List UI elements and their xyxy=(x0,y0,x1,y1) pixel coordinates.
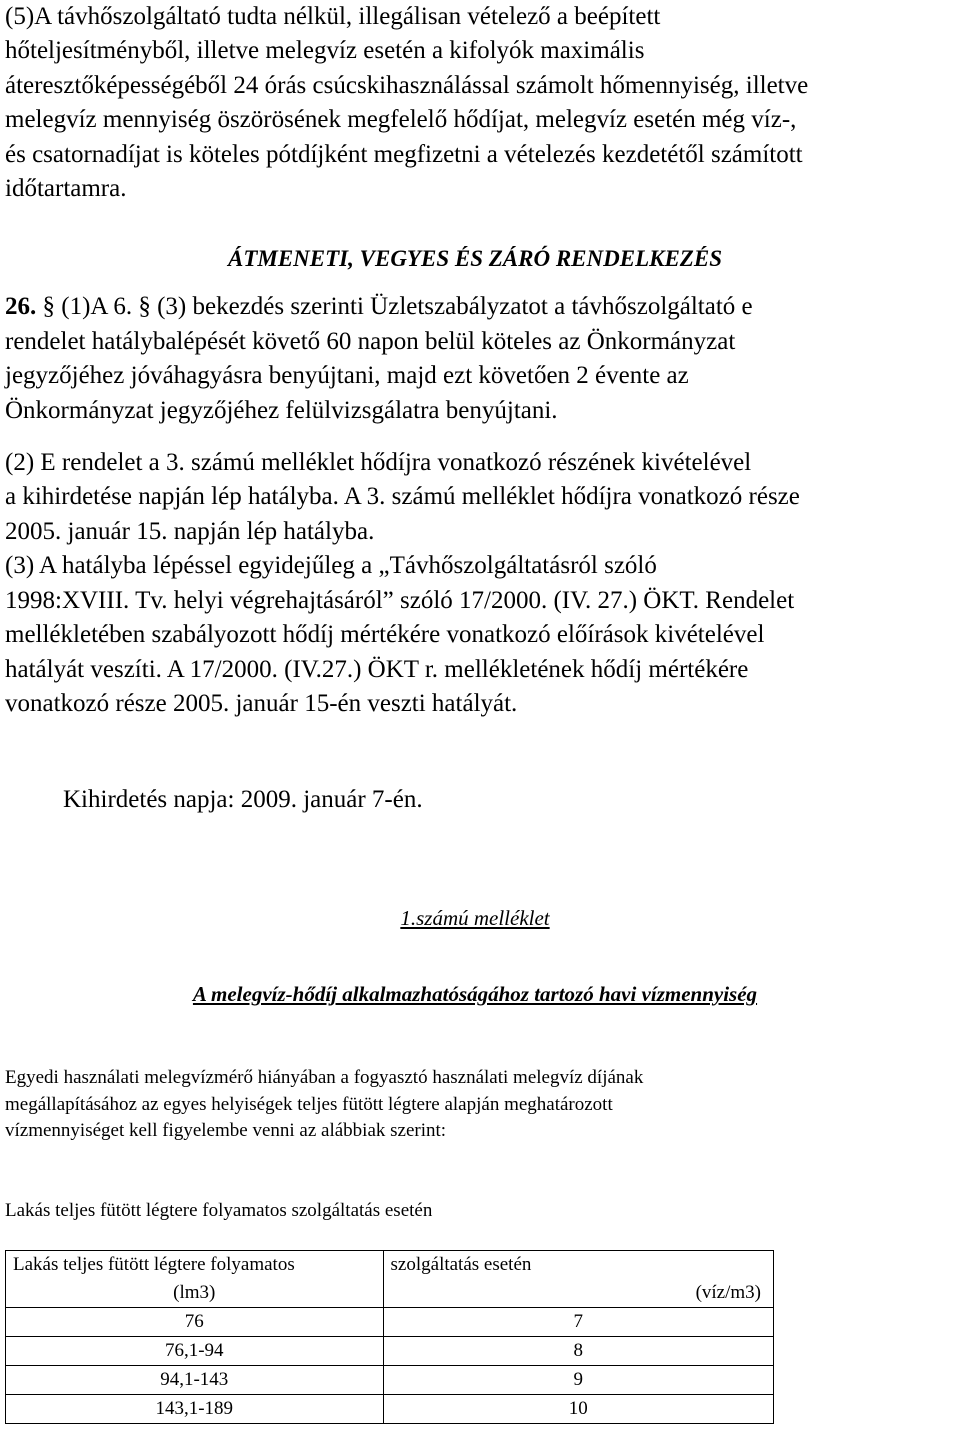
table-cell: 10 xyxy=(383,1394,773,1423)
table-header-cell: szolgáltatás esetén xyxy=(383,1250,773,1279)
text-line: időtartamra. xyxy=(5,175,127,203)
table-header-row xyxy=(6,1279,774,1308)
section-26-first-line: § (1)A 6. § (3) bekezdés szerinti Üzletszabályzatot a távhőszolgáltató e xyxy=(36,293,753,321)
text-line: (2) E rendelet a 3. számú melléklet hődíjra vonatkozó részének kivételével xyxy=(5,449,752,477)
paragraph-2 xyxy=(5,446,945,549)
paragraph-3 xyxy=(5,549,945,721)
text-line: (5)A távhőszolgáltató tudta nélkül, illegálisan vételező a beépített xyxy=(5,3,661,30)
text-line: 1998:XVIII. Tv. helyi végrehajtásáról” szóló 17/2000. (IV. 27.) ÖKT. Rendelet xyxy=(5,586,795,614)
table-row xyxy=(6,1336,774,1365)
annex-number: 1.számú melléklet xyxy=(400,906,550,931)
text-line: mellékletében szabályozott hődíj mértékére vonatkozó előírások kivételével xyxy=(5,621,765,649)
section-title: ÁTMENETI, VEGYES ÉS ZÁRÓ RENDELKEZÉS xyxy=(228,246,722,272)
table-row xyxy=(6,1394,774,1423)
table-cell: 9 xyxy=(383,1365,773,1394)
text-line: jegyzőjéhez jóváhagyásra benyújtani, majd ezt követően 2 évente az xyxy=(5,362,689,390)
table-cell: 76,1-94 xyxy=(6,1336,384,1365)
table-cell: 94,1-143 xyxy=(6,1365,384,1394)
table-header-cell: Lakás teljes fütött légtere folyamatos xyxy=(6,1250,384,1279)
main-text xyxy=(5,0,945,721)
text-line: áteresztőképességéből 24 órás csúcskihasználással számolt hőmennyiség, illetve xyxy=(5,71,809,99)
annex-subheading: Lakás teljes fütött légtere folyamatos szolgáltatás esetén xyxy=(5,1199,433,1221)
spacer xyxy=(5,428,945,446)
text-line: 2005. január 15. napján lép hatályba. xyxy=(5,517,375,545)
table-cell: 7 xyxy=(383,1307,773,1336)
text-line: (3) A hatályba lépéssel egyidejűleg a „Távhőszolgáltatásról szóló xyxy=(5,552,657,580)
annex-title: A melegvíz-hődíj alkalmazhatóságához tartozó havi vízmennyiség xyxy=(192,982,758,1007)
text-line: melegvíz mennyiség öszörösének megfelelő hődíjat, melegvíz esetén még víz-, xyxy=(5,106,797,134)
annex-intro xyxy=(5,1065,945,1145)
text-line: Egyedi használati melegvízmérő hiányában a fogyasztó használati melegvíz díjának xyxy=(5,1067,644,1089)
table-row xyxy=(6,1307,774,1336)
text-line: hatályát veszíti. A 17/2000. (IV.27.) ÖKT r. mellékletének hődíj mértékére xyxy=(5,655,749,683)
document-page xyxy=(5,0,945,1424)
text-line: hőteljesítményből, illetve melegvíz esetén a kifolyók maximális xyxy=(5,37,645,65)
table-cell: 8 xyxy=(383,1336,773,1365)
publication-date: Kihirdetés napja: 2009. január 7-én. xyxy=(63,786,423,814)
text-line: vízmennyiséget kell figyelembe venni az alábbiak szerint: xyxy=(5,1120,447,1142)
table-cell: 76 xyxy=(6,1307,384,1336)
text-line: a kihirdetése napján lép hatályba. A 3. számú melléklet hődíjra vonatkozó része xyxy=(5,483,800,511)
table-header-cell: (víz/m3) xyxy=(383,1279,773,1308)
text-line: Önkormányzat jegyzőjéhez felülvizsgálatra benyújtani. xyxy=(5,396,558,424)
table-row xyxy=(6,1365,774,1394)
table-cell: 143,1-189 xyxy=(6,1394,384,1423)
table-header-cell: (lm3) xyxy=(6,1279,384,1308)
table-header-row xyxy=(6,1250,774,1279)
water-volume-table xyxy=(5,1250,774,1424)
text-line: vonatkozó része 2005. január 15-én veszti hatályát. xyxy=(5,689,518,717)
text-line: megállapításához az egyes helyiségek teljes fütött légtere alapján meghatározott xyxy=(5,1093,613,1115)
text-line xyxy=(5,290,945,324)
section-number: 26. xyxy=(5,293,37,321)
section-26 xyxy=(5,290,945,428)
paragraph-5 xyxy=(5,0,945,206)
text-line: rendelet hatálybalépését követő 60 napon belül köteles az Önkormányzat xyxy=(5,327,736,355)
text-line: és csatornadíjat is köteles pótdíjként megfizetni a vételezés kezdetétől számított xyxy=(5,140,803,168)
